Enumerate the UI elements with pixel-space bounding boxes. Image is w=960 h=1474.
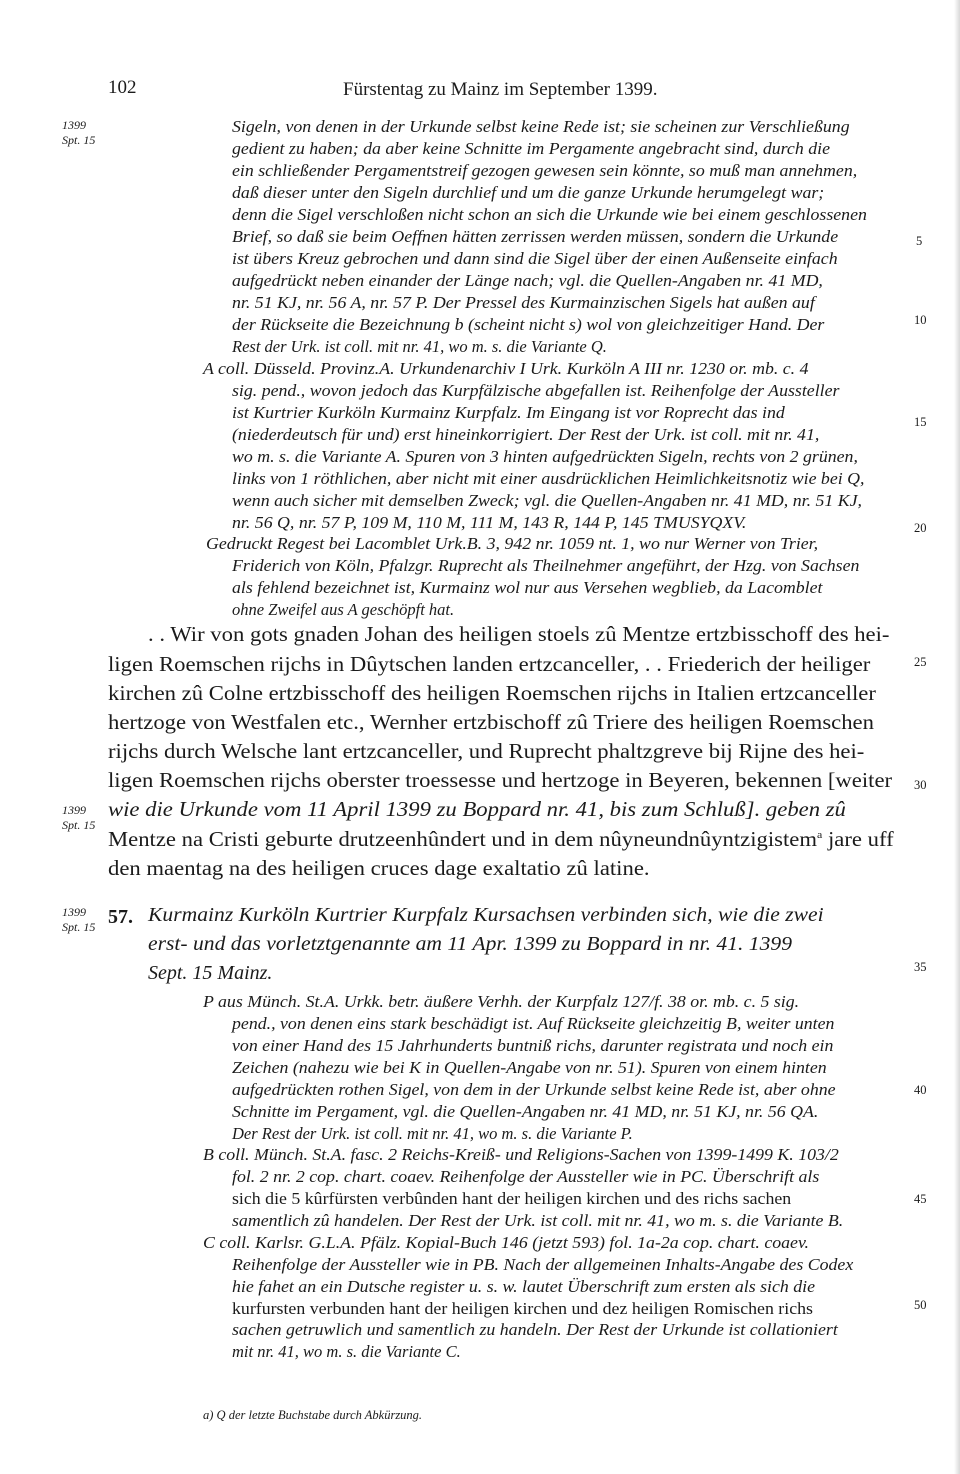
apparatus-bottom-line: C coll. Karlsr. G.L.A. Pfälz. Kopial-Buch 146 (jetzt 593) fol. 1a-2a cop. chart. coaev. — [203, 1233, 809, 1252]
apparatus-top-line: ein schließender Pergamentstreif gezogen gewesen sein könnte, so muß man annehmen, — [232, 161, 858, 180]
main-text-line-with-footnote: Mentze na Cristi geburte drutzeenhûndert und in dem nûyneundnûyntzigistem$^a$ jare uff — [108, 827, 894, 851]
line-number-5: 5 — [916, 234, 923, 248]
line-number-15: 15 — [914, 415, 927, 429]
margin-date-doc57: 1399 Spt. 15 — [62, 905, 96, 934]
apparatus-bottom-line: sich die 5 kûrfürsten verbûnden hant der heiligen kirchen und des richs sachen — [232, 1189, 792, 1208]
main-text-line: rijchs durch Welsche lant ertzcanceller, und Ruprecht phaltzgreve bij Rijne des hei- — [108, 739, 865, 763]
main-text-line: kirchen zû Colne ertzbisschoff des heiligen Roemschen rijchs in Italien ertzcanceller — [108, 681, 876, 705]
margin-date-main: 1399 Spt. 15 — [62, 803, 96, 832]
main-text-line: ligen Roemschen rijchs oberster troessesse und hertzoge in Beyeren, bekennen [weiter — [108, 768, 893, 792]
apparatus-top-line: Gedruckt Regest bei Lacomblet Urk.B. 3, 942 nr. 1059 nt. 1, wo nur Werner von Trier, — [206, 534, 819, 553]
line-number-50: 50 — [914, 1298, 927, 1312]
doc-title-line: Sept. 15 Mainz. — [148, 962, 273, 984]
apparatus-bottom-line: P aus Münch. St.A. Urkk. betr. äußere Verhh. der Kurpfalz 127/f. 38 or. mb. c. 5 sig. — [203, 992, 800, 1011]
apparatus-top-line: A coll. Düsseld. Provinz.A. Urkundenarchiv I Urk. Kurköln A III nr. 1230 or. mb. c. 4 — [203, 359, 809, 378]
apparatus-bottom-line: Zeichen (nahezu wie bei K in Quellen-Angabe von nr. 51). Spuren von einem hinten — [232, 1058, 827, 1077]
doc-number: 57. — [108, 906, 133, 928]
apparatus-top-line: aufgedrückt neben einander der Länge nach; vgl. die Quellen-Angaben nr. 41 MD, — [232, 271, 823, 290]
footnote-marker: a — [817, 829, 823, 841]
main-text-line: ligen Roemschen rijchs in Dûytschen landen ertzcanceller, . . Friederich der heiliger — [108, 652, 871, 676]
doc-title-line: Kurmainz Kurköln Kurtrier Kurpfalz Kursachsen verbinden sich, wie die zwei — [148, 904, 824, 926]
apparatus-top-line: wenn auch sicher mit demselben Zweck; vgl. die Quellen-Angaben nr. 41 MD, nr. 51 KJ, — [232, 491, 863, 510]
apparatus-top-line: gedient zu haben; da aber keine Schnitte im Pergamente angebracht sind, durch die — [232, 139, 830, 158]
apparatus-bottom-line: sachen getruwlich und samentlich zu handeln. Der Rest der Urkunde ist collationiert — [232, 1320, 838, 1339]
line-number-10: 10 — [914, 313, 927, 327]
apparatus-bottom-line: samentlich zû handelen. Der Rest der Urk. ist coll. mit nr. 41, wo m. s. die Variante B. — [232, 1211, 844, 1230]
apparatus-bottom-line: pend., von denen eins stark beschädigt ist. Auf Rückseite gleichzeitig B, weiter unten — [232, 1014, 835, 1033]
apparatus-bottom-line: kurfursten verbunden hant der heiligen kirchen und dez heiligen Romischen richs — [232, 1299, 813, 1318]
apparatus-top-line: ist übers Kreuz gebrochen und dann sind die Sigel über der einen Außenseite einfach — [232, 249, 838, 268]
apparatus-bottom-line: von einer Hand des 15 Jahrhunderts buntniß richs, darunter registrata und noch ein — [232, 1036, 834, 1055]
apparatus-bottom-line: Der Rest der Urk. ist coll. mit nr. 41, wo m. s. die Variante P. — [232, 1124, 633, 1143]
apparatus-top-line: nr. 56 Q, nr. 57 P, 109 M, 110 M, 111 M, 143 R, 144 P, 145 TMUSYQXV. — [232, 513, 747, 532]
apparatus-top-line: als fehlend bezeichnet ist, Kurmainz wol nur aus Versehen wegblieb, da Lacomblet — [232, 578, 823, 597]
apparatus-top-line: wo m. s. die Variante A. Spuren von 3 hinten aufgedrückten Sigeln, rechts von 2 grünen, — [232, 447, 858, 466]
apparatus-top-line: Friderich von Köln, Pfalzgr. Ruprecht als Theilnehmer angeführt, der Hzg. von Sachsen — [232, 556, 860, 575]
apparatus-top-line: der Rückseite die Bezeichnung b (scheint nicht s) wol von gleichzeitiger Hand. Der — [232, 315, 825, 334]
running-title: Fürstentag zu Mainz im September 1399. — [343, 79, 658, 100]
line-number-30: 30 — [914, 778, 927, 792]
apparatus-top-line: Brief, so daß sie beim Oeffnen hätten zerrissen werden müssen, sondern die Urkunde — [232, 227, 839, 246]
line-number-25: 25 — [914, 655, 927, 669]
margin-date-top: 1399 Spt. 15 — [62, 118, 96, 147]
apparatus-top-line: ist Kurtrier Kurköln Kurmainz Kurpfalz. Im Eingang ist vor Roprecht das ind — [232, 403, 785, 422]
apparatus-top-line: Rest der Urk. ist coll. mit nr. 41, wo m. s. die Variante Q. — [232, 337, 607, 356]
apparatus-bottom-line: mit nr. 41, wo m. s. die Variante C. — [232, 1342, 461, 1361]
apparatus-bottom-line: B coll. Münch. St.A. fasc. 2 Reichs-Kreiß- und Religions-Sachen von 1399-1499 K. 103/2 — [203, 1145, 839, 1164]
main-text-line: den maentag na des heiligen cruces dage exaltatio zû latine. — [108, 856, 650, 880]
main-text-line: hertzoge von Westfalen etc., Wernher ertzbischoff zû Triere des heiligen Roemschen — [108, 710, 874, 734]
apparatus-bottom-line: aufgedrückten rothen Sigel, von dem in der Urkunde selbst keine Rede ist, aber ohne — [232, 1080, 836, 1099]
main-text-line: wie die Urkunde vom 11 April 1399 zu Boppard nr. 41, bis zum Schluß]. geben zû — [108, 797, 846, 821]
apparatus-bottom-line: Schnitte im Pergament, vgl. die Quellen-Angaben nr. 41 MD, nr. 51 KJ, nr. 56 QA. — [232, 1102, 819, 1121]
line-number-20: 20 — [914, 521, 927, 535]
apparatus-top-line: links von 1 röthlichen, aber nicht mit einer ausdrücklichen Heimlichkeitsnotiz wie bei Q, — [232, 469, 865, 488]
apparatus-top-line: Sigeln, von denen in der Urkunde selbst keine Rede ist; sie scheinen zur Verschließung — [232, 117, 850, 136]
line-number-35: 35 — [914, 960, 927, 974]
apparatus-top-line: (niederdeutsch für und) erst hineinkorrigiert. Der Rest der Urk. ist coll. mit nr. 41, — [232, 425, 820, 444]
apparatus-top-line: sig. pend., wovon jedoch das Kurpfälzische abgefallen ist. Reihenfolge der Aussteller — [232, 381, 840, 400]
apparatus-bottom-line: fol. 2 nr. 2 cop. chart. coaev. Reihenfolge der Aussteller wie in PC. Überschrift als — [232, 1167, 820, 1186]
footnote: a) Q der letzte Buchstabe durch Abkürzung. — [203, 1408, 423, 1422]
line-number-40: 40 — [914, 1083, 927, 1097]
doc-title-line: erst- und das vorletztgenannte am 11 Apr. 1399 zu Boppard in nr. 41. 1399 — [148, 933, 793, 955]
line-number-45: 45 — [914, 1192, 927, 1206]
apparatus-top-line: nr. 51 KJ, nr. 56 A, nr. 57 P. Der Pressel des Kurmainzischen Sigels hat außen auf — [232, 293, 815, 312]
apparatus-bottom-line: hie fahet an ein Dutsche register u. s. w. lautet Überschrift zum ersten als sich die — [232, 1277, 816, 1296]
main-text-line: . . Wir von gots gnaden Johan des heiligen stoels zû Mentze ertzbisschoff des hei- — [148, 622, 890, 646]
apparatus-bottom-line: Reihenfolge der Aussteller wie in PB. Nach der allgemeinen Inhalts-Angabe des Codex — [232, 1255, 854, 1274]
apparatus-top-line: daß dieser unter den Sigeln durchlief und um die ganze Urkunde herumgelegt war; — [232, 183, 825, 202]
page-edge-shadow — [954, 0, 960, 1474]
page-number: 102 — [108, 77, 137, 98]
apparatus-top-line: ohne Zweifel aus A geschöpft hat. — [232, 600, 455, 619]
apparatus-top-line: denn die Sigel verschloßen nicht schon an sich die Urkunde wie bei einem geschlossenen — [232, 205, 867, 224]
